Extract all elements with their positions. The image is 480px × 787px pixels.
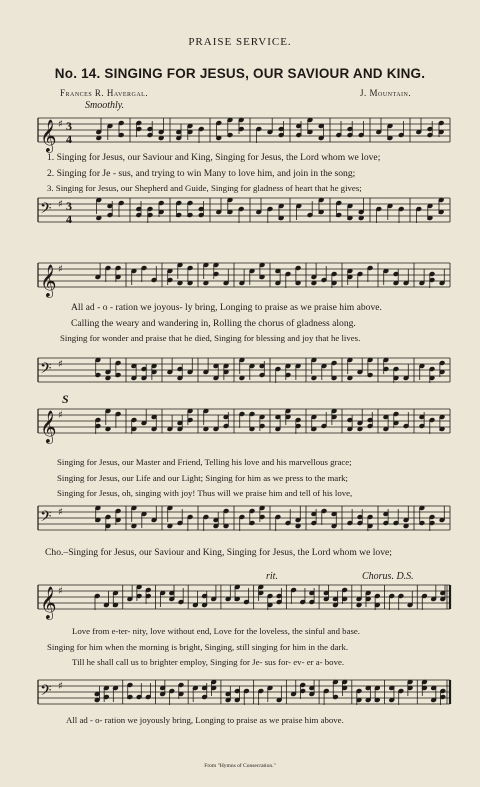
staff-bass-4 xyxy=(0,678,480,708)
svg-text:𝄢: 𝄢 xyxy=(40,200,52,221)
svg-text:♯: ♯ xyxy=(58,119,63,130)
lyric-line: 2. Singing for Je - sus, and trying to win Many to love him, and join in the song; xyxy=(47,168,356,179)
staff-bass-1 xyxy=(0,196,480,226)
svg-text:♯: ♯ xyxy=(58,264,63,275)
staff-treble-3 xyxy=(0,407,480,443)
svg-text:♯: ♯ xyxy=(58,681,63,692)
svg-text:♯: ♯ xyxy=(58,410,63,421)
lyric-line: Calling the weary and wandering in, Rolling the chorus of gladness along. xyxy=(71,318,356,329)
staff-bass-3 xyxy=(0,504,480,534)
lyric-line: 3. Singing for Jesus, our Shepherd and Guide, Singing for gladness of heart that he gives; xyxy=(47,183,362,193)
svg-text:♯: ♯ xyxy=(58,586,63,597)
svg-text:𝄢: 𝄢 xyxy=(40,682,52,703)
svg-text:𝄞: 𝄞 xyxy=(40,410,57,443)
staff-treble-1 xyxy=(0,116,480,152)
lyric-line: 1. Singing for Jesus, our Saviour and King, Singing for Jesus, the Lord whom we love; xyxy=(47,152,381,163)
lyricist: Frances R. Havergal. xyxy=(60,88,149,98)
chorus-text: Cho.–Singing for Jesus, our Saviour and King, Singing for Jesus, the Lord whom we love; xyxy=(45,547,392,558)
lyric-line: Singing for Jesus, oh, singing with joy! Thus will we praise him and tell of his love, xyxy=(57,488,353,498)
svg-text:𝄢: 𝄢 xyxy=(40,508,52,529)
lyric-line: All ad - o- ration we joyously bring, Longing to praise as we praise him above. xyxy=(66,715,344,725)
svg-text:♯: ♯ xyxy=(58,359,63,370)
svg-text:3: 3 xyxy=(66,119,72,133)
lyric-line: Singing for wonder and praise that he died, Singing for blessing and joy that he lives. xyxy=(60,333,361,343)
lyric-line: Love from e-ter- nity, love without end, Love for the loveless, the sinful and base. xyxy=(72,626,361,636)
hymn-title: No. 14. SINGING FOR JESUS, OUR SAVIOUR AND KING. xyxy=(54,66,426,81)
lyric-line: Till he shall call us to brighter employ, Singing for Je- sus for- ev- er a- bove. xyxy=(72,657,345,667)
segno-sign: S xyxy=(62,392,69,406)
svg-text:♯: ♯ xyxy=(58,199,63,210)
lyric-line: Singing for Jesus, our Master and Friend, Telling his love and his marvellous grace; xyxy=(57,457,352,467)
lyric-line: All ad - o - ration we joyous- ly bring, Longing to praise as we praise him above. xyxy=(71,302,382,313)
svg-text:4: 4 xyxy=(66,212,72,226)
staff-treble-2 xyxy=(0,261,480,297)
lyric-line: Singing for him when the morning is bright, Singing, still singing for him in the dark. xyxy=(47,642,349,652)
staff-treble-4 xyxy=(0,583,480,619)
composer: J. Mountain. xyxy=(360,88,412,98)
running-header: PRAISE SERVICE. xyxy=(188,36,292,48)
source-credit: From "Hymns of Consecration." xyxy=(204,763,276,769)
ritardando-mark: rit. xyxy=(266,571,278,582)
lyric-line: Singing for Jesus, our Life and our Light; Singing for him as we press to the mark; xyxy=(57,473,348,483)
svg-text:𝄞: 𝄞 xyxy=(40,119,57,152)
staff-bass-2 xyxy=(0,356,480,386)
svg-text:𝄞: 𝄞 xyxy=(40,264,57,297)
svg-text:𝄢: 𝄢 xyxy=(40,360,52,381)
tempo-marking: Smoothly. xyxy=(85,100,125,111)
svg-text:♯: ♯ xyxy=(58,507,63,518)
svg-text:𝄞: 𝄞 xyxy=(40,586,57,619)
chorus-ds-mark: Chorus. D.S. xyxy=(362,571,414,582)
svg-text:4: 4 xyxy=(66,132,72,146)
svg-text:3: 3 xyxy=(66,199,72,213)
